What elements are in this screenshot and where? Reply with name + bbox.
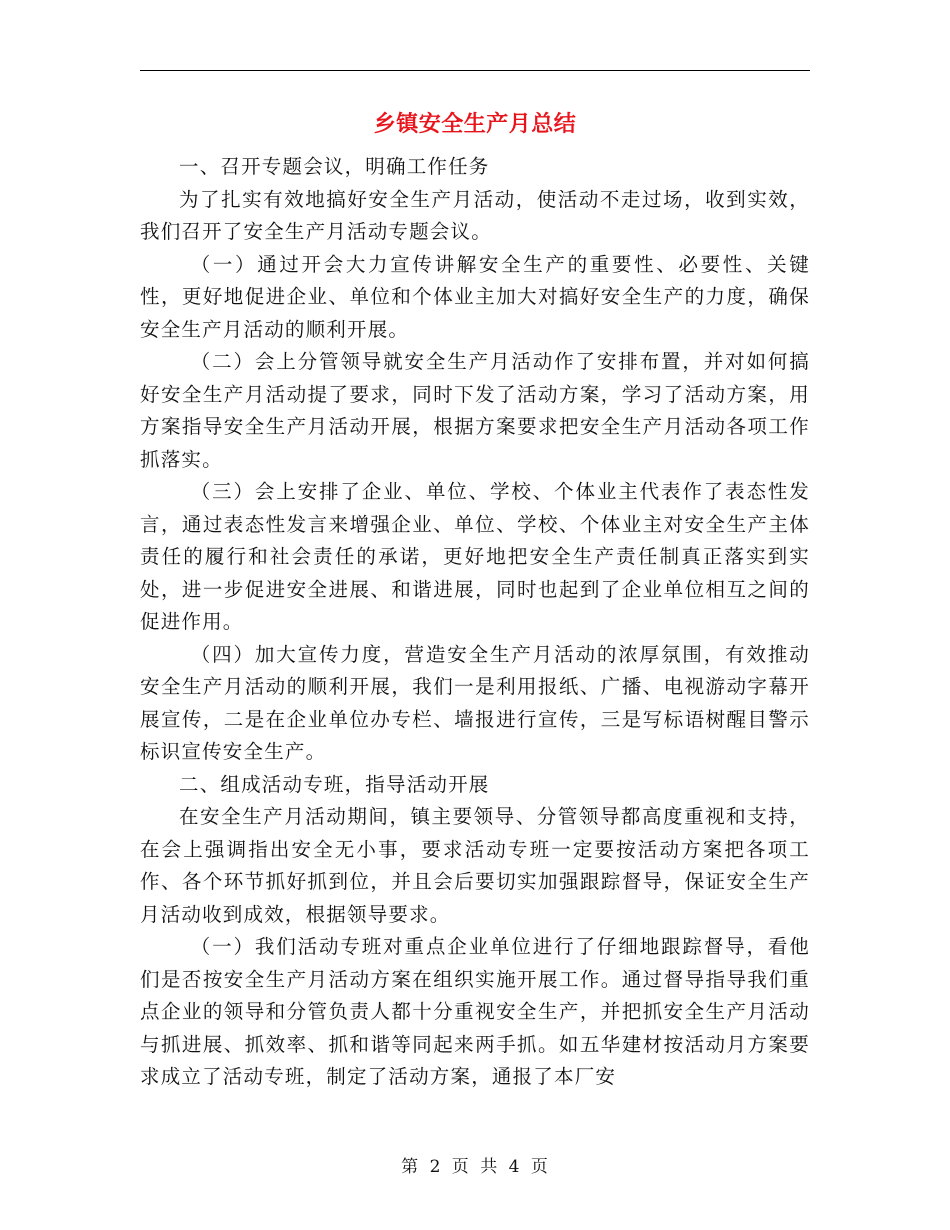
body-paragraph: （一）通过开会大力宣传讲解安全生产的重要性、必要性、关键性，更好地促进企业、单位和个体业主加大对搞好安全生产的力度，确保安全生产月活动的顺利开展。: [140, 252, 810, 341]
body-paragraph: 为了扎实有效地搞好安全生产月活动，使活动不走过场，收到实效，我们召开了安全生产月活动专题会议。: [140, 187, 810, 243]
body-paragraph: 在安全生产月活动期间，镇主要领导、分管领导都高度重视和支持，在会上强调指出安全无小事，要求活动专班一定要按活动方案把各项工作、各个环节抓好抓到位，并且会后要切实加强跟踪督导，保证安全生产月活动收到成效，根据领导要求。: [140, 805, 810, 926]
page-number: 第 2 页 共 4 页: [401, 1157, 549, 1177]
body-paragraph: （二）会上分管领导就安全生产月活动作了安排布置，并对如何搞好安全生产月活动提了要求，同时下发了活动方案，学习了活动方案，用方案指导安全生产月活动开展，根据方案要求把安全生产月活动各项工作抓落实。: [140, 350, 810, 471]
section-heading: 一、召开专题会议，明确工作任务: [179, 155, 490, 178]
header-rule: [140, 70, 810, 71]
body-paragraph: （三）会上安排了企业、单位、学校、个体业主代表作了表态性发言，通过表态性发言来增强企业、单位、学校、个体业主对安全生产主体责任的履行和社会责任的承诺，更好地把安全生产责任制真正落实到实处，进一步促进安全进展、和谐进展，同时也起到了企业单位相互之间的促进作用。: [140, 480, 810, 633]
body-paragraph: （一）我们活动专班对重点企业单位进行了仔细地跟踪督导，看他们是否按安全生产月活动方案在组织实施开展工作。通过督导指导我们重点企业的领导和分管负责人都十分重视安全生产，并把抓安全生产月活动与抓进展、抓效率、抓和谐等同起来两手抓。如五华建材按活动月方案要求成立了活动专班，制定了活动方案，通报了本厂安: [140, 935, 810, 1088]
body-paragraph: （四）加大宣传力度，营造安全生产月活动的浓厚氛围，有效推动安全生产月活动的顺利开展，我们一是利用报纸、广播、电视游动字幕开展宣传，二是在企业单位办专栏、墙报进行宣传，三是写标语树醒目警示标识宣传安全生产。: [140, 642, 810, 763]
section-heading: 二、组成活动专班，指导活动开展: [179, 772, 490, 796]
document-body: [140, 151, 810, 1094]
document-title: 乡镇安全生产月总结: [373, 112, 577, 137]
